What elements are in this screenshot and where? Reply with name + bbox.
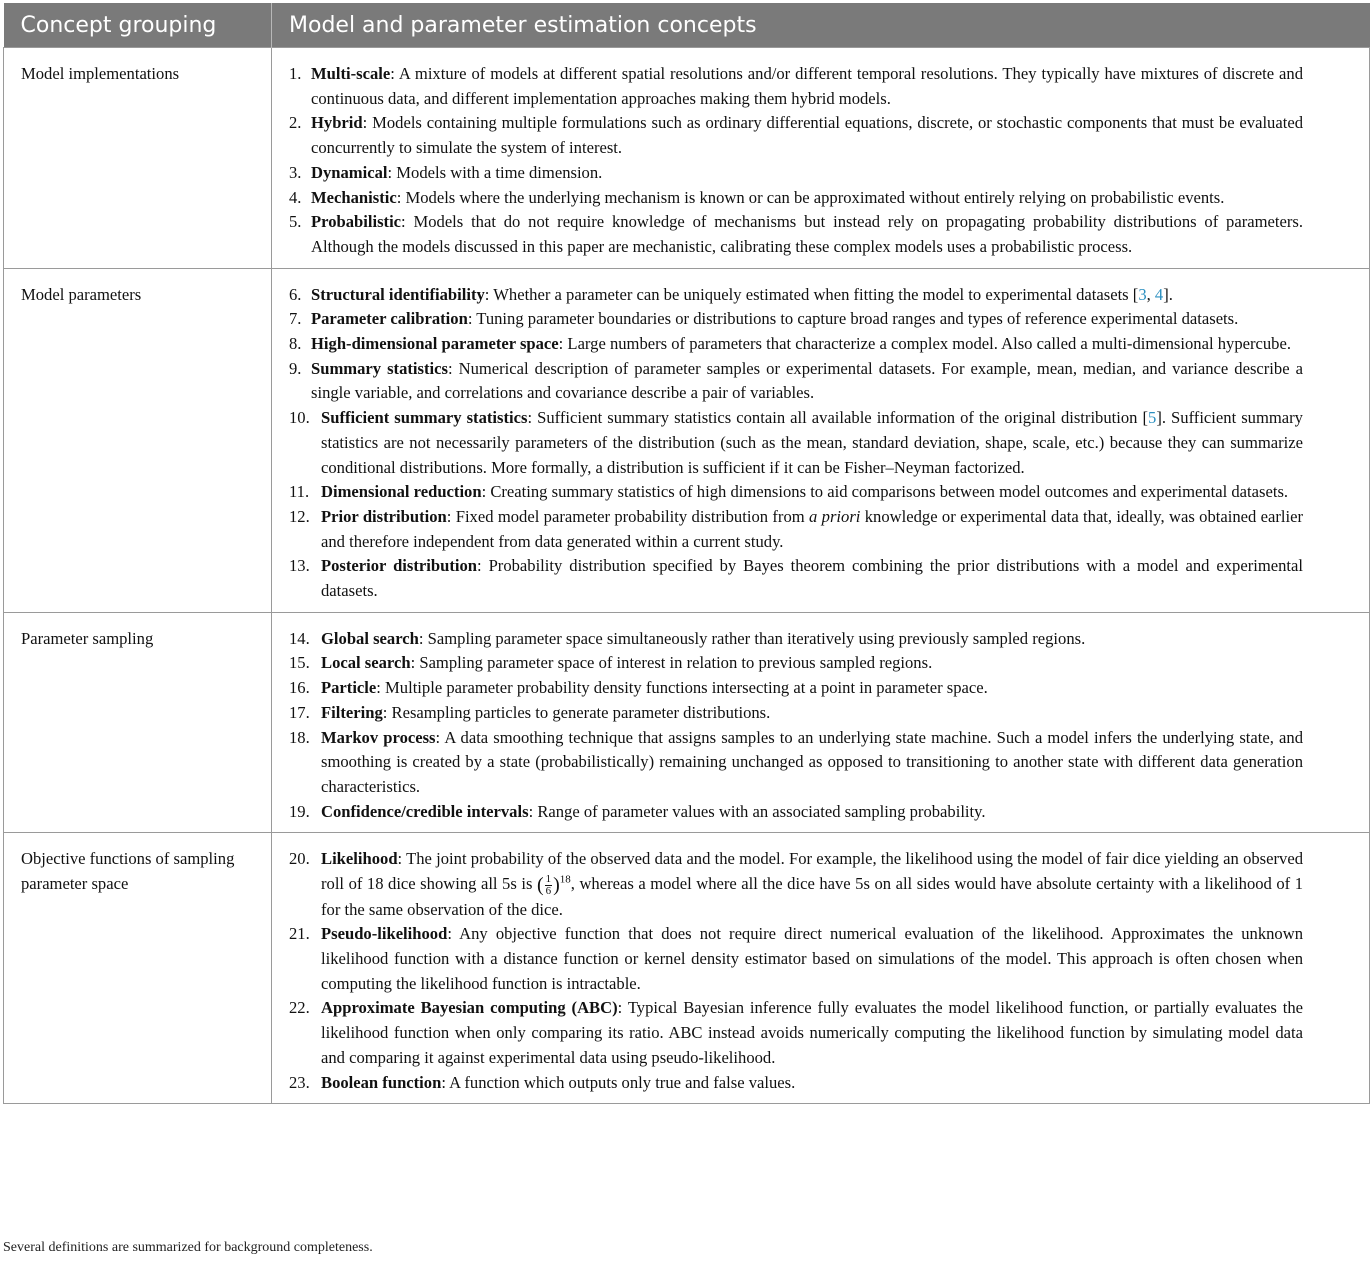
concept-item — [289, 996, 1303, 1070]
concept-number: 3. — [289, 162, 302, 182]
concept-definition — [321, 847, 1303, 922]
concept-number: 16. — [289, 678, 310, 698]
reference-link: 4 — [1154, 284, 1164, 304]
table-row — [4, 833, 1370, 1104]
definition-text: : Fixed model parameter probability distribution from — [446, 506, 810, 526]
concept-item — [289, 922, 1303, 996]
concept-definition — [321, 996, 1303, 1070]
table-header-row — [4, 3, 1370, 48]
concept-term: Local search — [321, 653, 411, 673]
concept-definition — [311, 307, 1303, 332]
concept-definition — [311, 111, 1303, 160]
definition-text: : Probability distribution specified by Bayes theorem combining the prior distributions with a model and experimental datasets. — [321, 556, 1303, 601]
concept-number: 4. — [289, 187, 302, 207]
concept-list — [272, 48, 1370, 269]
concept-definition — [321, 800, 1303, 825]
concept-term: Sufficient summary statistics — [321, 408, 528, 428]
concept-list — [272, 612, 1370, 833]
concept-definition — [321, 554, 1303, 603]
header-concept-grouping: Concept grouping — [4, 3, 272, 48]
definition-text: : Sufficient summary statistics contain all available information of the original distribution [ — [527, 408, 1149, 428]
concept-number: 20. — [289, 849, 310, 869]
concept-definition — [321, 406, 1303, 480]
definition-text: : Tuning parameter boundaries or distributions to capture broad ranges and types of reference experimental datasets. — [467, 309, 1239, 329]
concept-definition — [321, 1071, 1303, 1096]
concept-definition — [311, 210, 1303, 259]
fraction — [545, 874, 553, 897]
concept-item — [289, 701, 1303, 726]
concept-item — [289, 210, 1303, 259]
concept-group-name: Objective functions of sampling parameter space — [4, 833, 272, 1104]
definition-text: : Sampling parameter space of interest in relation to previous sampled regions. — [410, 653, 933, 673]
concept-number: 21. — [289, 924, 310, 944]
definition-text: : Numerical description of parameter samples or experimental datasets. For example, mean, median, and variance describe a single variable, and correlations and covariance describe a pair of variables. — [311, 358, 1303, 403]
definition-text: : A mixture of models at different spatial resolutions and/or different temporal resolutions. They typically have mixtures of discrete and continuous data, and different implementation approaches making them hybrid models. — [311, 64, 1303, 108]
definition-italic: a priori — [809, 506, 861, 526]
concept-number: 10. — [289, 408, 310, 428]
concept-term: Hybrid — [311, 113, 363, 133]
concept-item — [289, 726, 1303, 800]
concept-definition — [321, 701, 1303, 726]
concept-term: High-dimensional parameter space — [311, 334, 559, 354]
concept-term: Filtering — [321, 702, 383, 722]
definition-text: , — [1146, 284, 1155, 304]
concept-definition — [311, 186, 1303, 211]
definition-text: : Range of parameter values with an associated sampling probability. — [528, 801, 986, 821]
concept-number: 11. — [289, 482, 310, 502]
concept-group-name: Parameter sampling — [4, 612, 272, 833]
concept-item — [289, 505, 1303, 554]
concept-term: Likelihood — [321, 849, 398, 869]
definition-text: : Multiple parameter probability density functions intersecting at a point in parameter space. — [376, 678, 988, 698]
table-body — [4, 48, 1370, 1104]
concept-term: Prior distribution — [321, 506, 447, 526]
concepts-table — [3, 3, 1370, 1104]
concept-group-name: Model parameters — [4, 268, 272, 612]
definition-text: : Resampling particles to generate parameter distributions. — [382, 702, 771, 722]
definition-text: : Sampling parameter space simultaneously rather than iteratively using previously sampled regions. — [418, 628, 1086, 648]
concept-item — [289, 307, 1303, 332]
concept-number: 7. — [289, 309, 302, 329]
definition-text: : Creating summary statistics of high dimensions to aid comparisons between model outcomes and experimental datasets. — [481, 482, 1289, 502]
fraction-numerator: 1 — [545, 872, 552, 885]
concept-number: 14. — [289, 628, 310, 648]
concept-term: Particle — [321, 678, 377, 698]
concept-list — [272, 268, 1370, 612]
concept-term: Global search — [321, 628, 419, 648]
concept-number: 13. — [289, 556, 310, 576]
definition-text: : Models that do not require knowledge of mechanisms but instead rely on propagating probability distributions of parameters. Although the models discussed in this paper are mechanistic, calibrating these complex models uses a probabilistic process. — [311, 212, 1303, 256]
definition-text: ]. Sufficient summary statistics are not necessarily parameters of the distribution (such as the mean, standard deviation, shape, scale, etc.) because they can summarize conditional distributions. More formally, a distribution is sufficient if it can be Fisher–Neyman factorized. — [321, 408, 1303, 477]
definition-text: : A data smoothing technique that assigns samples to an underlying state machine. Such a model infers the underlying state, and smoothing is created by a state (probabilistically) remaining unchanged as opposed to transitioning to another state with different data generation characteristics. — [321, 727, 1303, 796]
concept-term: Posterior distribution — [321, 556, 477, 576]
concept-term: Structural identifiability — [311, 284, 485, 304]
concept-group-name: Model implementations — [4, 48, 272, 269]
concept-term: Pseudo-likelihood — [321, 924, 448, 944]
concept-definition — [311, 357, 1303, 406]
concept-item — [289, 332, 1303, 357]
table-footnote: Several definitions are summarized for background completeness. — [3, 1240, 373, 1255]
concept-item — [289, 62, 1303, 111]
concept-number: 2. — [289, 113, 302, 133]
fraction-denominator: 6 — [545, 884, 552, 897]
concept-definition — [321, 726, 1303, 800]
concept-number: 18. — [289, 727, 310, 747]
header-concepts: Model and parameter estimation concepts — [272, 3, 1370, 48]
concept-definition — [321, 627, 1303, 652]
definition-text: : Large numbers of parameters that characterize a complex model. Also called a multi-dimensional hypercube. — [558, 334, 1291, 354]
concept-number: 19. — [289, 801, 310, 821]
definition-text: : Models with a time dimension. — [387, 162, 603, 182]
paren-open: ( — [536, 873, 544, 896]
concept-number: 8. — [289, 334, 302, 354]
concept-number: 5. — [289, 212, 302, 232]
table-row — [4, 268, 1370, 612]
definition-text: : Models where the underlying mechanism is known or can be approximated without entirely relying on probabilistic events. — [396, 187, 1225, 207]
concept-item — [289, 651, 1303, 676]
concept-item — [289, 800, 1303, 825]
exponent: 18 — [559, 873, 571, 886]
concept-definition — [321, 676, 1303, 701]
concept-definition — [321, 651, 1303, 676]
concept-definition — [321, 505, 1303, 554]
concept-definition — [311, 283, 1303, 308]
concept-number: 6. — [289, 284, 302, 304]
reference-link: 3 — [1138, 284, 1147, 304]
concept-term: Markov process — [321, 727, 436, 747]
table-row — [4, 48, 1370, 269]
concept-number: 9. — [289, 358, 302, 378]
concept-term: Boolean function — [321, 1072, 442, 1092]
concept-term: Mechanistic — [311, 187, 397, 207]
definition-text: ]. — [1163, 284, 1173, 304]
definition-text: : The joint probability of the observed data and the model. For example, the likelihood using the model of fair dice yielding an observed roll of 18 dice showing all 5s is — [321, 849, 1303, 894]
table-row — [4, 612, 1370, 833]
concept-item — [289, 186, 1303, 211]
concept-term: Approximate Bayesian computing (ABC) — [321, 998, 618, 1018]
concept-definition — [321, 480, 1303, 505]
concept-term: Probabilistic — [311, 212, 402, 232]
concept-item — [289, 283, 1303, 308]
concept-number: 22. — [289, 998, 310, 1018]
concept-definition — [311, 161, 1303, 186]
definition-text: : Whether a parameter can be uniquely estimated when fitting the model to experimental datasets [ — [484, 284, 1139, 304]
concept-number: 1. — [289, 64, 302, 83]
concept-item — [289, 554, 1303, 603]
definition-text: : A function which outputs only true and false values. — [441, 1072, 796, 1092]
concept-number: 17. — [289, 702, 310, 722]
definition-text: : Typical Bayesian inference fully evaluates the model likelihood function, or partially evaluates the likelihood function when only comparing its ratio. ABC instead avoids numerically computing the likelihood function by simulating model data and comparing it against experimental data using pseudo-likelihood. — [321, 998, 1303, 1067]
concept-term: Confidence/credible intervals — [321, 801, 529, 821]
concept-item — [289, 676, 1303, 701]
concept-term: Dynamical — [311, 162, 388, 182]
concept-number: 12. — [289, 506, 310, 526]
concept-item — [289, 161, 1303, 186]
concept-number: 23. — [289, 1072, 310, 1092]
concept-definition — [311, 332, 1303, 357]
definition-text: , whereas a model where all the dice have 5s on all sides would have absolute certainty with a likelihood of 1 for the same observation of the dice. — [321, 874, 1304, 919]
definition-text: : Any objective function that does not require direct numerical evaluation of the likelihood. Approximates the unknown likelihood function with a distance function or kernel density estimator based on simulations of the model. This approach is often chosen when computing the likelihood function is intractable. — [321, 924, 1303, 993]
concept-term: Dimensional reduction — [321, 482, 482, 502]
concept-item — [289, 480, 1303, 505]
concept-list — [272, 833, 1370, 1104]
concept-item — [289, 406, 1303, 480]
concept-term: Summary statistics — [311, 358, 448, 378]
concept-item — [289, 627, 1303, 652]
definition-text: knowledge or experimental data that, ideally, was obtained earlier and therefore independent from data generated within a current study. — [321, 506, 1304, 551]
paren-close: ) — [553, 873, 560, 896]
concept-item — [289, 847, 1303, 922]
concept-term: Multi-scale — [311, 64, 391, 83]
concept-item — [289, 357, 1303, 406]
reference-link: 5 — [1148, 408, 1157, 428]
concept-term: Parameter calibration — [311, 309, 468, 329]
concept-number: 15. — [289, 653, 310, 673]
concept-item — [289, 111, 1303, 160]
concept-definition — [321, 922, 1303, 996]
definition-text: : Models containing multiple formulations such as ordinary differential equations, discrete, or stochastic components that must be evaluated concurrently to simulate the system of interest. — [311, 113, 1303, 158]
concept-definition — [311, 62, 1303, 111]
concept-item — [289, 1071, 1303, 1096]
